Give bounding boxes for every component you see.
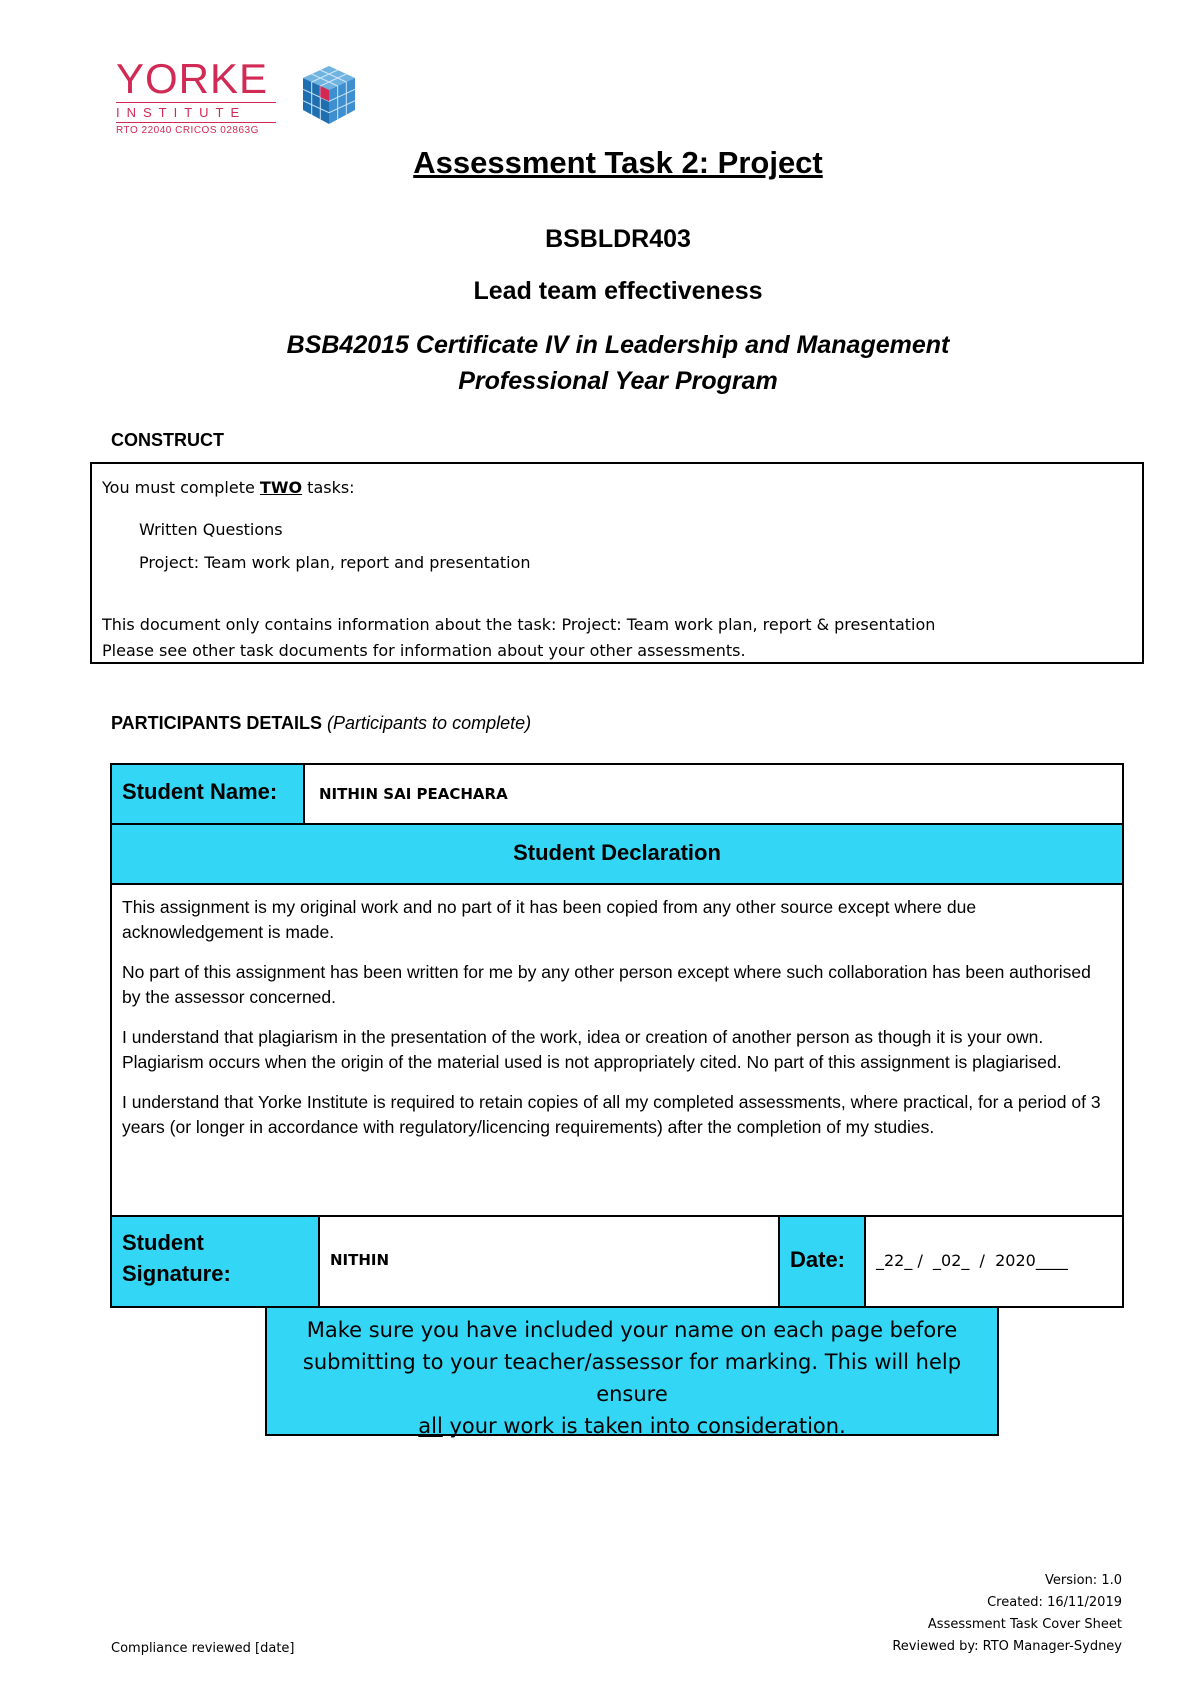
declaration-paragraph: No part of this assignment has been written for me by any other person except where such collaboration has been authorised by the assessor concerned. [122,962,1091,1007]
signature-field[interactable] [318,1215,780,1308]
declaration-text [112,885,1122,1165]
logo-rto-line: RTO 22040 CRICOS 02863G [116,125,259,136]
participants-heading [111,713,531,734]
declaration-body [110,883,1124,1217]
qualification [0,327,1200,399]
footer-doc-type: Assessment Task Cover Sheet [927,1617,1122,1632]
page-title: Assessment Task 2: Project [413,145,823,180]
unit-code: BSBLDR403 [545,225,691,253]
qualification-line-2: Professional Year Program [458,367,778,395]
construct-task-item: Written Questions [139,520,283,539]
construct-note-line-2: Please see other task documents for information about your other assessments. [102,641,746,660]
date-label: Date: [790,1247,846,1272]
logo-name: YORKE [116,55,269,102]
construct-note-line-1: This document only contains information about the task: Project: Team work plan, report & presentation [102,615,936,634]
institute-logo [116,55,366,148]
declaration-header-cell [110,823,1124,885]
construct-task-item: Project: Team work plan, report and presentation [139,553,531,572]
signature-value: NITHIN [330,1251,390,1269]
notice-line-1: Make sure you have included your name on each page before [306,1318,958,1342]
qualification-line-1: BSB42015 Certificate IV in Leadership and Management [286,331,950,359]
signature-label-cell [110,1215,320,1308]
participants-note: (Participants to complete) [327,713,532,733]
footer-meta [892,1570,1122,1658]
notice-line-2: submitting to your teacher/assessor for marking. This will help ensure [302,1350,962,1406]
logo-divider [116,102,276,103]
footer-compliance: Compliance reviewed [date] [111,1641,295,1656]
construct-intro-emphasis: TWO [259,478,303,497]
participants-label: PARTICIPANTS DETAILS [111,713,322,733]
student-name-field[interactable] [303,763,1124,825]
date-field[interactable] [864,1215,1124,1308]
construct-intro-after: tasks: [302,478,355,497]
student-name-label: Student Name: [122,779,278,804]
unit-name: Lead team effectiveness [473,277,763,305]
logo-divider [116,122,276,123]
construct-intro [102,478,355,497]
signature-label-line-1: Student [122,1230,204,1255]
logo-subtitle: INSTITUTE [116,105,247,120]
construct-box [90,462,1144,664]
signature-label [122,1227,231,1289]
notice-emphasis: all [418,1414,443,1438]
date-label-cell [778,1215,866,1308]
declaration-header: Student Declaration [513,840,721,865]
footer-created: Created: 16/11/2019 [987,1595,1122,1610]
cube-logo-icon [301,64,357,126]
declaration-paragraph: I understand that Yorke Institute is required to retain copies of all my completed assessments, where practical, for a period of 3 years (or longer in accordance with regulatory/licencing requirements) after the completion of my studies. [122,1092,1101,1137]
student-name-value: NITHIN SAI PEACHARA [319,785,508,803]
submission-notice [265,1306,999,1436]
construct-heading: CONSTRUCT [111,430,224,450]
signature-label-line-2: Signature: [122,1261,231,1286]
date-value: _22_ / _02_ / 2020____ [876,1251,1068,1270]
footer-version: Version: 1.0 [1045,1573,1122,1588]
notice-line-3 [267,1410,997,1442]
footer-reviewed-by: Reviewed by: RTO Manager-Sydney [892,1639,1122,1654]
declaration-paragraph: I understand that plagiarism in the presentation of the work, idea or creation of another person as though it is your own. Plagiarism occurs when the origin of the material used is not appropriately cited. No part of this assignment is plagiarised. [122,1027,1062,1072]
construct-intro-before: You must complete [102,478,260,497]
student-name-label-cell [110,763,305,825]
notice-line-3-rest: your work is taken into consideration. [442,1414,846,1438]
declaration-paragraph: This assignment is my original work and no part of it has been copied from any other source except where due acknowledgement is made. [122,897,977,942]
